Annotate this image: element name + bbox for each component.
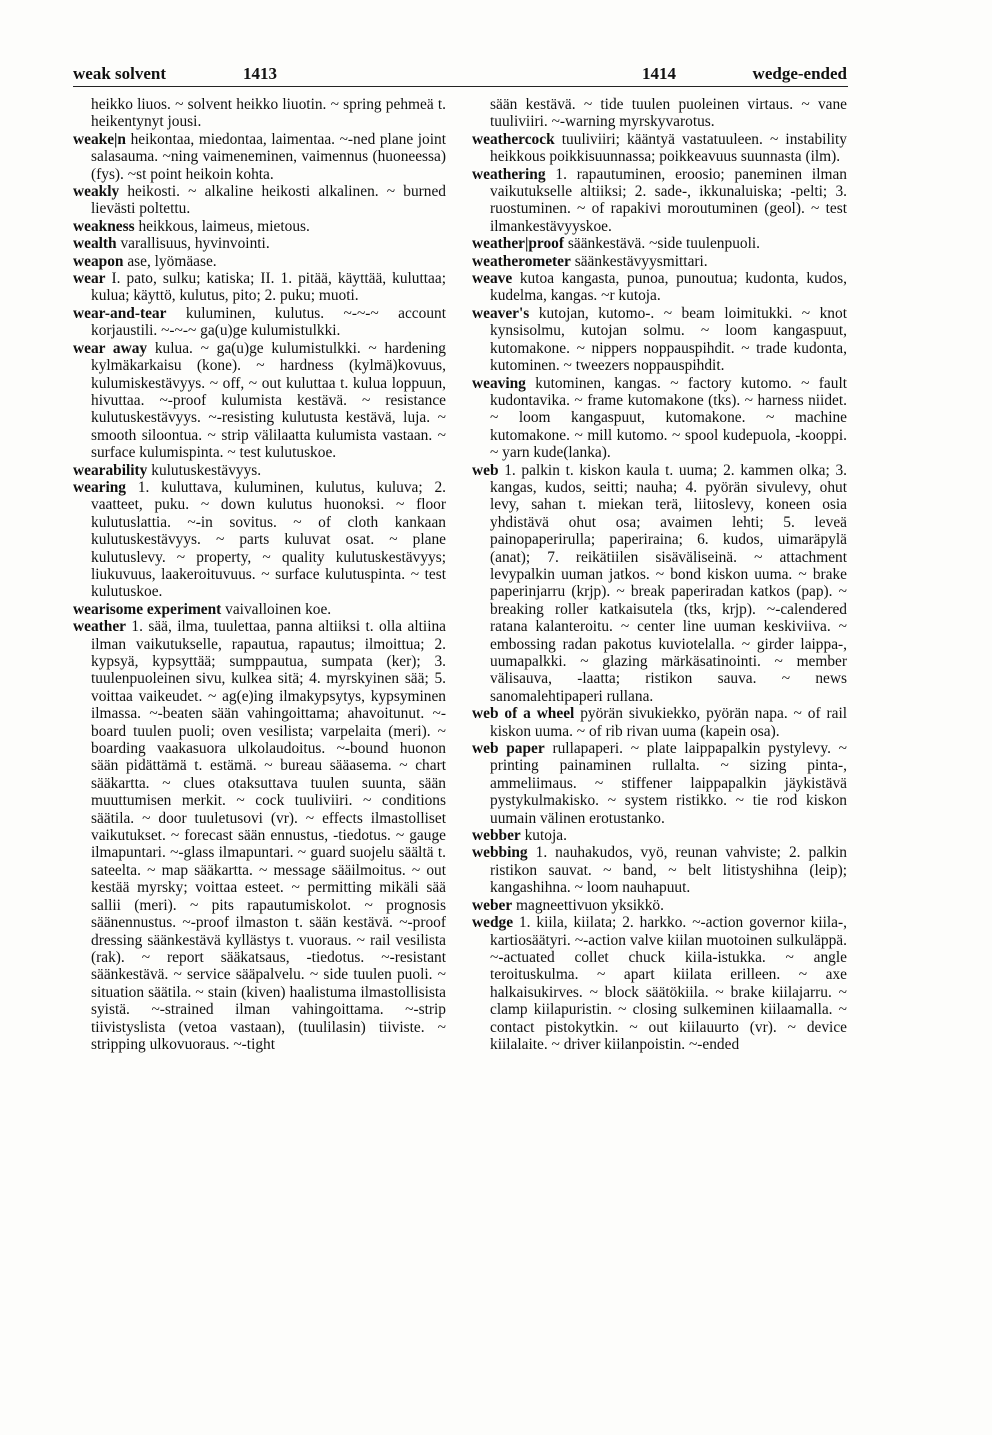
entry-headword: weapon <box>73 252 124 270</box>
entry-definition: säänkestävyysmittari. <box>574 252 708 270</box>
entry-definition: pyörän sivukiekko, pyörän napa. ~ of rail kiskon uuma. ~ of rib rivan uuma (kapein osa). <box>490 705 847 740</box>
entry-headword: weakly <box>73 183 120 201</box>
dictionary-entry <box>472 914 847 1053</box>
entry-headword: weave <box>472 270 513 288</box>
dictionary-entry <box>472 166 847 236</box>
entry-definition: kulua. ~ ga(u)ge kulumistulkki. ~ hardening kylmäkarkaisu (kone). ~ hardness (kylmä)kovuus, kulumiskestävyys. ~ off, ~ out kuluttaa t. kulua loppuun, hivuttaa. ~-proof kulumista kestävä. ~ resistance kulutuskestävyys. ~-resisting kulutusta kestävä, luja. ~ smooth siloontua. ~ strip välilaatta kulumista vastaan. ~ surface kulumispinta. ~ test kulutuskoe. <box>91 339 446 462</box>
dictionary-entry <box>472 375 847 462</box>
entry-headword: wealth <box>73 235 117 253</box>
dictionary-entry <box>472 740 847 827</box>
dictionary-entry <box>73 462 446 479</box>
entry-definition: heikkous, laimeus, mietous. <box>138 217 310 235</box>
entry-headword: weaving <box>472 374 526 392</box>
entry-definition: heikosti. ~ alkaline heikosti alkalinen. ~ burned lievästi poltettu. <box>91 183 446 218</box>
entry-headword: weatherometer <box>472 252 571 270</box>
dictionary-entry <box>472 131 847 166</box>
dictionary-entry <box>73 479 446 601</box>
entry-headword: weather <box>73 618 126 636</box>
running-header-left <box>73 64 460 84</box>
entry-headword: web <box>472 461 499 479</box>
entry-headword: weathering <box>472 165 546 183</box>
entry-headword: weather|proof <box>472 235 565 253</box>
entry-headword: webber <box>472 827 521 845</box>
running-header-right <box>472 64 847 84</box>
entry-headword: webbing <box>472 844 528 862</box>
entry-definition: kutoja. <box>524 827 567 845</box>
dictionary-entry <box>73 618 446 1053</box>
header-right-page-number: 1414 <box>642 64 676 83</box>
dictionary-entry <box>73 131 446 183</box>
entry-definition: kutoa kangasta, punoa, punoutua; kudonta, kudos, kudelma, kangas. ~r kutoja. <box>490 270 847 305</box>
entry-definition: 1. palkin t. kiskon kaula t. uuma; 2. kammen olka; 3. kangas, kudos, seitti; nauha; 4. pyörän sivulevy, ohut levy, sahan t. miekan terä, liitoslevy, koneen osia yhdistävä ohut osa; avaimen lehti; 5. leveä painopaperirulla; paperiraina; 6. kudos, uimaräpylä (anat); 7. reikätiilen sisäväliseinä. ~ attachment levypalkin uuman jatkos. ~ bond kiskon uuma. ~ brake paperinjarru (krjp). ~ break paperiradan katkos (pap). ~ breaking roller katkaisutela (tks, krjp). ~-calendered ratana kalanteroitu. ~ center line uuman keskiviiva. ~ embossing radan pakotus kuviotelalla. ~ girder laippa-, uumapalkki. ~ glazing märkäsatinointi. ~ member välisauva, -laatta; ristikon sauva. ~ news sanomalehtipaperi rullana. <box>490 461 847 705</box>
entry-definition: tuuliviiri; kääntyä vastatuuleen. ~ instability heikkous poikkisuunnassa; poikkeavuus suunnasta (ilm). <box>490 130 847 166</box>
dictionary-entry <box>472 827 847 844</box>
dictionary-entry <box>73 183 446 218</box>
dictionary-entry <box>73 305 446 340</box>
entry-definition: kutominen, kangas. ~ factory kutomo. ~ fault kudontavika. ~ frame kutomakone (tks). ~ harness niidet. ~ loom kangaspuut, kutomakone. ~ machine kutomakone. ~ mill kutomo. ~ spool kudepuola, -kooppi. ~ yarn kude(lanka). <box>490 374 847 462</box>
dictionary-entry <box>472 705 847 740</box>
entry-definition: I. pato, sulku; katiska; II. 1. pitää, käyttää, kuluttaa; kulua; käyttö, kulutus, pito; 2. puku; muoti. <box>91 270 446 305</box>
entry-definition: heikontaa, miedontaa, laimentaa. ~-ned plane joint salasauma. ~ning vaimeneminen, vaimennus (huoneessa) (fys). ~st point heikoin kohta. <box>91 130 446 183</box>
entry-definition: sään kestävä. ~ tide tuulen puoleinen virtaus. ~ vane tuuliviiri. ~-warning myrskyvarotus. <box>490 96 847 131</box>
entry-definition: vaivalloinen koe. <box>225 600 332 618</box>
dictionary-entry <box>472 844 847 896</box>
entry-definition: kutojan, kutomo-. ~ beam loimitukki. ~ knot kynsisolmu, kutojan solmu. ~ loom kangaspuut, kutomakone. ~ nippers noppauspihdit. ~ trade kudonta, kutominen. ~ tweezers noppauspihdit. <box>490 304 847 375</box>
dictionary-entry <box>472 462 847 706</box>
entry-definition: 1. kuluttava, kuluminen, kulutus, kuluva; 2. vaatteet, puku. ~ down kulutus huonoksi. ~ floor kulutuslattia. ~-in sovitus. ~ of cloth kankaan kulutuskestävyys. ~ parts kuluvat osat. ~ plane kulutuslevy. ~ property, ~ quality kulutuskestävyys; liukuvuus, laakeroituvuus. ~ surface kulutuspinta. ~ test kulutuskoe. <box>91 478 446 601</box>
entry-headword: weathercock <box>472 130 555 148</box>
header-left-term: weak solvent <box>73 64 167 83</box>
entry-definition: säänkestävä. ~side tuulenpuoli. <box>567 235 760 253</box>
entry-definition: 1. rapautuminen, eroosio; paneminen ilman vaikutukselle altiiksi; 2. sade-, ikkunaluiska; -pelti; 3. ruostuminen. ~ of rapakivi moroutuminen (geol). ~ test ilmankestävyyskoe. <box>490 165 847 235</box>
dictionary-entry <box>73 253 446 270</box>
entry-definition: kuluminen, kulutus. ~-~-~ account korjaustili. ~-~-~ ga(u)ge kulumistulkki. <box>91 304 446 340</box>
entry-definition: 1. kiila, kiilata; 2. harkko. ~-action governor kiila-, kartiosäätyri. ~-action valve kiilan muotoinen sulkuläppä. ~-actuated collet chuck kiila-istukka. ~ angle teroituskulma. ~ apart kiilata erilleen. ~ axe halkaisukirves. ~ block säätökiila. ~ brake kiilajarru. ~ clamp kiilapuristin. ~ closing sulkeminen kiilaamalla. ~ contact pistokytkin. ~ out kiilauurto (vr). ~ device kiilalaite. ~ driver kiilanpoistin. ~-ended <box>490 914 847 1053</box>
dictionary-entry <box>472 897 847 914</box>
entry-definition: varallisuus, hyvinvointi. <box>120 235 270 253</box>
continued-entry <box>472 96 847 131</box>
entry-definition: heikko liuos. ~ solvent heikko liuotin. ~ spring pehmeä t. heikentynyt jousi. <box>91 96 446 131</box>
dictionary-entry <box>472 253 847 270</box>
left-column <box>73 96 446 1053</box>
entry-headword: wear <box>73 270 106 288</box>
dictionary-entry <box>73 235 446 252</box>
dictionary-entry <box>472 305 847 375</box>
dictionary-entry <box>73 218 446 235</box>
entry-headword: wearing <box>73 478 127 496</box>
entry-headword: wearability <box>73 461 148 479</box>
entry-headword: weber <box>472 896 513 914</box>
dictionary-entry <box>472 235 847 252</box>
continued-entry <box>73 96 446 131</box>
dictionary-entry <box>73 270 446 305</box>
entry-definition: ase, lyömäase. <box>127 252 217 270</box>
entry-headword: web paper <box>472 740 545 758</box>
entry-headword: wear away <box>73 339 148 357</box>
dictionary-entry <box>73 340 446 462</box>
dictionary-entry <box>472 270 847 305</box>
header-left-page-number: 1413 <box>243 64 277 83</box>
header-right-term: wedge-ended <box>752 64 847 83</box>
entry-headword: weakness <box>73 217 135 235</box>
entry-definition: magneettivuon yksikkö. <box>516 896 664 914</box>
entry-headword: weake|n <box>73 130 126 148</box>
entry-headword: wedge <box>472 914 514 932</box>
entry-headword: wearisome experiment <box>73 600 222 618</box>
entry-definition: rullapaperi. ~ plate laippapalkin pystylevy. ~ printing painaminen rullalta. ~ sizing pinta-, ammeliimaus. ~ stiffener laippapalkin jäykistävä pystykulmakisko. ~ system ristikko. ~ tie rod kiskon uumain välinen erotustanko. <box>490 740 847 827</box>
entry-definition: 1. nauhakudos, vyö, reunan vahviste; 2. palkin ristikon sauvat. ~ band, ~ belt litistyshihna (leip); kangashihna. ~ loom nauhapuut. <box>490 844 847 897</box>
right-column <box>472 96 847 1053</box>
entry-definition: 1. sää, ilma, tuulettaa, panna altiiksi t. olla altiina ilman vaikutukselle, rapautua, rapautus; ilmoittua; 2. kypsyä, kypsyttää; sumppautua, sumpata (ker); 3. tuulenpuoleinen sivu, kulkea sitä; 4. myrskyinen sää; 5. voittaa vaikeudet. ~ ag(e)ing ilmakypsytys, kypsyminen ilmassa. ~-beaten sään vahingoittama; ahavoitunut. ~-board tuulen puoli; oven vesilista; varpelaita (meri). ~ boarding vaakasuora ulkolaudoitus. ~-bound huonon sään pidättämä t. estämä. ~ bureau sääasema. ~ chart sääkartta. ~ clues otaksuttava tuulen suunta, sään muuttumisen merkit. ~ cock tuuliviiri. ~ conditions säätila. ~ door tuuletusovi (vr). ~ effects ilmastolliset vaikutukset. ~ forecast sään ennustus, -tiedotus. ~ gauge ilmapuntari. ~-glass ilmapuntari. ~ guard suojelu säältä t. sateelta. ~ map sääkartta. ~ message sääilmoitus. ~ out kestää myrsky; voittaa esteet. ~ permitting mikäli sää sallii (meri). ~ pits rapautumiskolot. ~ prognosis säänennustus. ~-proof ilmaston t. sään kestävä. ~-proof dressing säänkestävä kyllästys t. vuoraus. ~ rail vesilista (rak). ~ report sääkatsaus, -tiedotus. ~-resistant säänkestävä. ~ service sääpalvelu. ~ side tuulen puoli. ~ situation säätila. ~ stain (kiven) haalistuma ilmastollisista syistä. ~-strained ilman vahingoittama. ~-strip tiivistyslista (vetoa vastaan), (tuulilasin) tiiviste. ~ stripping ulkovuoraus. ~-tight <box>91 618 446 1053</box>
entry-headword: wear-and-tear <box>73 304 167 322</box>
entry-headword: weaver's <box>472 304 530 322</box>
header-rule <box>73 86 848 87</box>
dictionary-entry <box>73 601 446 618</box>
entry-headword: web of a wheel <box>472 705 575 723</box>
entry-definition: kulutuskestävyys. <box>151 461 262 479</box>
